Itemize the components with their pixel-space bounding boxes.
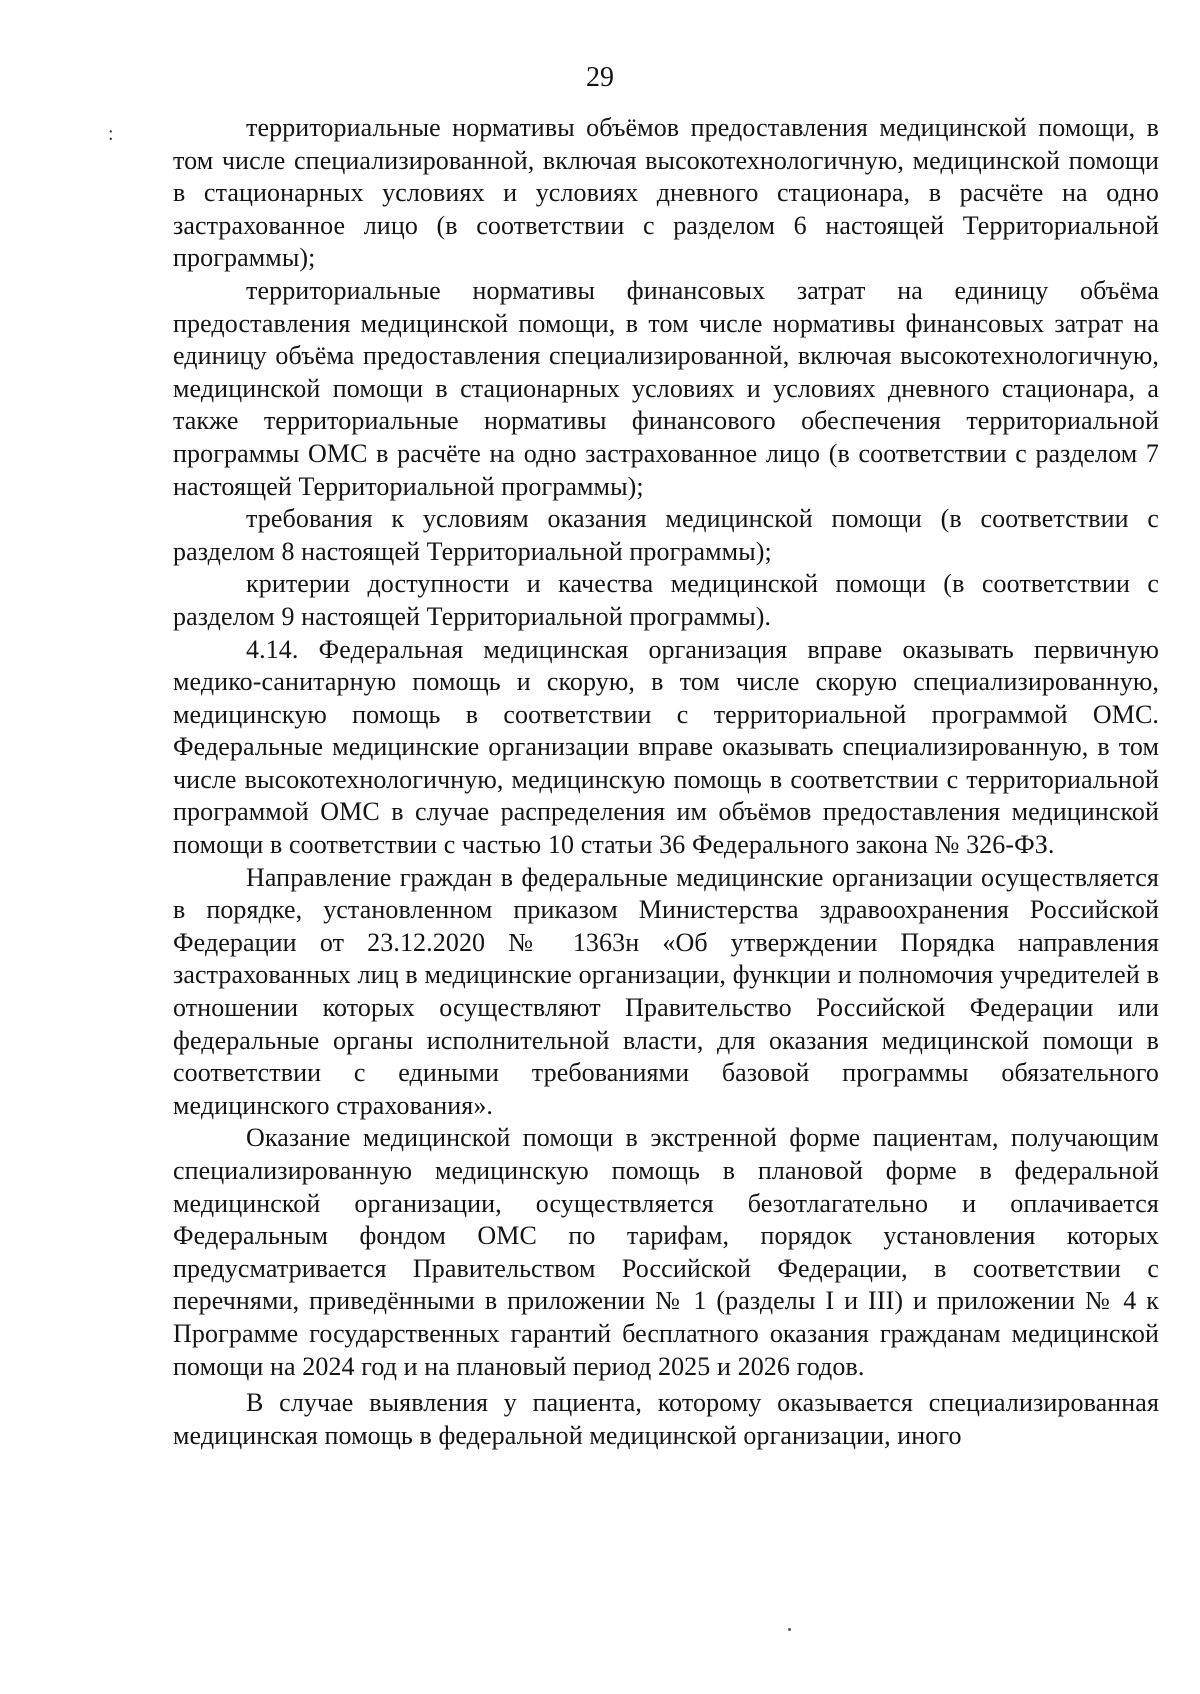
paragraph-financial-cost-norms: территориальные нормативы финансовых затрат на единицу объёма предоставления медицинской помощи, в том числе нормативы финансовых затрат на единицу объёма предоставления специализированной, включая высокотехнологичную, медицинской помощи в стационарных условиях и условиях дневного стационара, а также территориальные нормативы финансового обеспечения территориальной программы ОМС в расчёте на одно застрахованное лицо (в соответствии с разделом 7 настоящей Территориальной программы);	[173, 275, 1159, 501]
margin-mark: :	[108, 123, 114, 145]
paragraph-territorial-volume-norms: территориальные нормативы объёмов предоставления медицинской помощи, в том числе специализированной, включая высокотехнологичную, медицинской помощи в стационарных условиях и условиях дневного стационара, в расчёте на одно застрахованное лицо (в соответствии с разделом 6 настоящей Территориальной программы);	[173, 113, 1159, 273]
paragraph-accessibility-quality-criteria: критерии доступности и качества медицинской помощи (в соответствии с разделом 9 настоящей Территориальной программы).	[173, 569, 1159, 631]
page-number: 29	[586, 62, 614, 93]
paragraph-emergency-care-payment: Оказание медицинской помощи в экстренной форме пациентам, получающим специализированную медицинскую помощь в плановой форме в федеральной медицинской организации, осуществляется безотлагательно и оплачивается Федеральным фондом ОМС по тарифам, порядок установления которых предусматривается Правительством Российской Федерации, в соответствии с перечнями, приведёнными в приложении № 1 (разделы I и III) и приложении № 4 к Программе государственных гарантий бесплатного оказания гражданам медицинской помощи на 2024 год и на плановый период 2025 и 2026 годов.	[173, 1123, 1159, 1381]
paragraph-section-4-14: 4.14. Федеральная медицинская организация вправе оказывать первичную медико-санитарную помощь и скорую, в том числе скорую специализированную, медицинскую помощь в соответствии с территориальной программой ОМС. Федеральные медицинские организации вправе оказывать специализированную, в том числе высокотехнологичную, медицинскую помощь в соответствии с территориальной программой ОМС в случае распределения им объёмов предоставления медицинской помощи в соответствии с частью 10 статьи 36 Федерального закона № 326-ФЗ.	[173, 634, 1159, 860]
paragraph-other-disease-case: В случае выявления у пациента, которому оказывается специализированная медицинская помощь в федеральной медицинской организации, иного	[173, 1388, 1159, 1450]
body-text	[173, 112, 1159, 1452]
scan-speck	[788, 1628, 791, 1631]
paragraph-care-conditions-requirements: требования к условиям оказания медицинской помощи (в соответствии с разделом 8 настоящей Территориальной программы);	[173, 504, 1159, 566]
paragraph-referral-procedure: Направление граждан в федеральные медицинские организации осуществляется в порядке, установленном приказом Министерства здравоохранения Российской Федерации от 23.12.2020 № 1363н «Об утверждении Порядка направления застрахованных лиц в медицинские организации, функции и полномочия учредителей в отношении которых осуществляют Правительство Российской Федерации или федеральные органы исполнительной власти, для оказания медицинской помощи в соответствии с едиными требованиями базовой программы обязательного медицинского страхования».	[173, 862, 1159, 1120]
